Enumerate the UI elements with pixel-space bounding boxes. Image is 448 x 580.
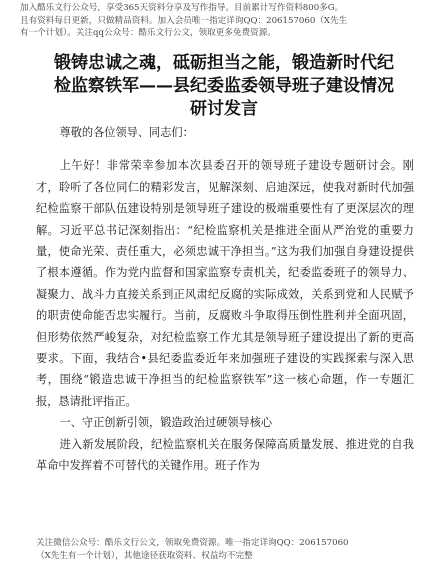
page-footer-notice [36,537,416,563]
header-line: 加入酷乐文行公众号，享受365天资料分享及写作指导。目前累计写作资料800多G。 [20,3,344,13]
greeting: 尊敬的各位领导、同志们： [59,126,194,139]
document-body [36,122,414,477]
document-title [34,52,414,121]
title-line: 锻铸忠诚之魂，砥砺担当之能，锻造新时代纪 [54,53,394,73]
title-line: 研讨发言 [190,99,258,119]
body-paragraph: 进入新发展阶段，纪检监察机关在服务保障高质量发展、推进党的自我革命中发挥着不可替代的关键作用。班子作为 [36,437,414,473]
header-line: 有一个计划）。关注qq公众号：酷乐文行公文，领取更多免费资源。 [20,28,276,38]
page-header-notice [20,2,432,40]
title-line: 检监察铁军——县纪委监委领导班子建设情况 [54,76,394,96]
footer-line: 关注微信公众号：酷乐文行公文，领取免费资源。唯一指定详询QQ：206157060 [36,538,349,548]
section-heading: 一、守正创新引领，锻造政治过硬领导核心 [59,416,273,430]
header-line: 且有资料每日更新，只做精品资料。加入会员唯一指定详询QQ：206157060（X先生 [20,15,348,26]
footer-line: （X先生有一个计划），其他途径获取资料、权益均不完整 [36,551,253,561]
body-paragraph: 上午好！非常荣幸参加本次县委召开的领导班子建设专题研讨会。刚才，聆听了各位同仁的精彩发言，见解深刻、启迪深远，使我对新时代加强纪检监察干部队伍建设特别是领导班子建设的极端重要性有了更深层次的理解。习近平总书记深刻指出：“纪检监察机关是推进全面从严治党的重要力量，使命光荣、责任重大，必须忠诚干净担当。”这为我们加强自身建设提供了根本遵循。作为党内监督和国家监察专责机关，纪委监委班子的领导力、凝聚力、战斗力直接关系到正风肃纪反腐的实际成效，关系到党和人民赋予的职责使命能否忠实履行。当前，反腐败斗争取得压倒性胜利并全面巩固，但形势依然严峻复杂，对纪检监察工作尤其是领导班子建设提出了新的更高要求。下面，我结合•县纪委监委近年来加强班子建设的实践探索与深入思考，围绕“锻造忠诚干净担当的纪检监察铁军”这一核心命题，作一专题汇报，恳请批评指正。 [36,159,414,408]
